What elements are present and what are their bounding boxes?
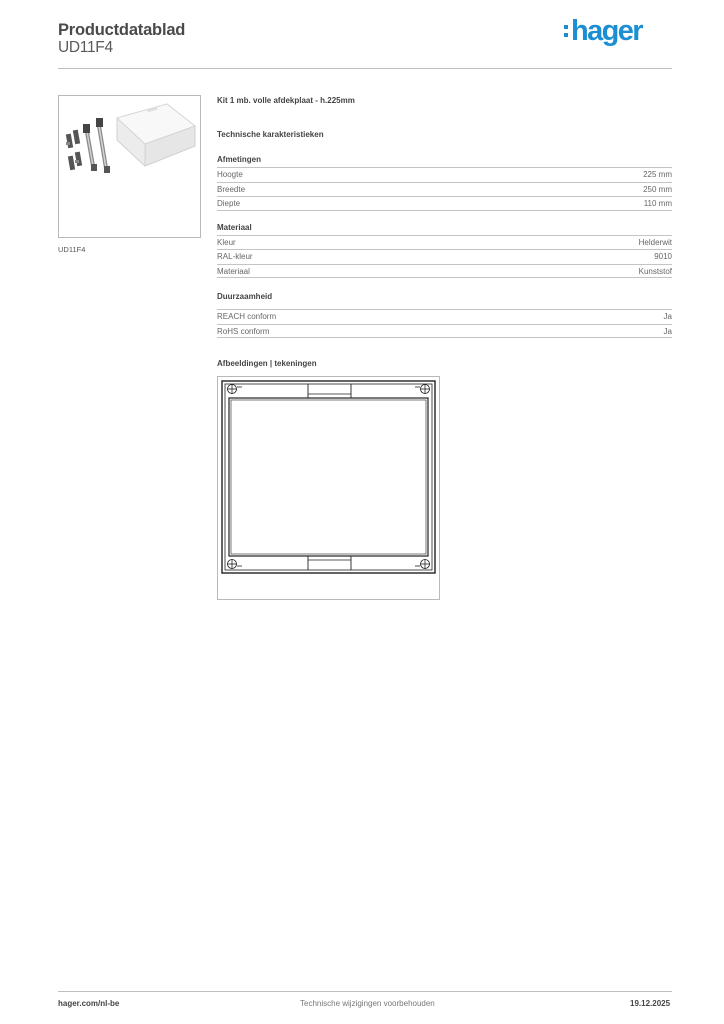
product-image	[58, 95, 201, 238]
spec-row	[217, 324, 672, 339]
spec-row	[217, 264, 672, 279]
spec-value: 9010	[654, 252, 672, 261]
footer-website: hager.com/nl-be	[58, 999, 120, 1008]
technical-drawing	[217, 376, 440, 600]
section-materiaal	[217, 222, 672, 279]
spec-label: Kleur	[217, 237, 236, 247]
logo-dots-icon	[564, 25, 568, 37]
spec-label: Diepte	[217, 199, 241, 208]
footer-divider	[58, 991, 672, 992]
spec-row	[217, 249, 672, 264]
technical-drawing-icon	[218, 377, 439, 599]
spec-label: RoHS conform	[217, 326, 270, 336]
spec-row	[217, 196, 672, 211]
spec-value: Ja	[663, 312, 672, 321]
section-title: Duurzaamheid	[217, 292, 273, 301]
spec-row	[217, 309, 672, 324]
product-name: Kit 1 mb. volle afdekplaat - h.225mm	[217, 96, 355, 105]
spec-label: Hoogte	[217, 170, 243, 179]
spec-value: 250 mm	[643, 184, 672, 194]
product-image-caption: UD11F4	[58, 245, 86, 254]
hager-logo	[564, 14, 642, 48]
spec-value: 225 mm	[643, 170, 672, 179]
spec-row	[217, 182, 672, 197]
spec-value: 110 mm	[643, 199, 672, 208]
spec-value: Ja	[663, 326, 672, 336]
spec-value: Helderwit	[638, 237, 672, 247]
spec-row	[217, 235, 672, 250]
drawings-title: Afbeeldingen | tekeningen	[217, 359, 317, 368]
spec-value: Kunststof	[638, 266, 672, 276]
spec-content	[217, 96, 672, 371]
section-title: Afmetingen	[217, 155, 261, 164]
section-duurzaamheid	[217, 291, 672, 338]
header-divider	[58, 68, 672, 69]
spec-label: Materiaal	[217, 266, 250, 276]
spec-row	[217, 167, 672, 182]
logo-text: hager	[571, 14, 642, 47]
document-title: Productdatablad	[58, 21, 186, 39]
tech-specs-title: Technische karakteristieken	[217, 130, 324, 139]
product-kit-photo-icon	[59, 96, 200, 237]
spec-label: RAL-kleur	[217, 252, 253, 261]
footer-date: 19.12.2025	[630, 999, 671, 1008]
spec-label: Breedte	[217, 184, 246, 194]
footer-notice: Technische wijzigingen voorbehouden	[300, 999, 435, 1008]
product-code: UD11F4	[58, 39, 113, 56]
section-afmetingen	[217, 154, 672, 211]
section-title: Materiaal	[217, 222, 252, 232]
spec-label: REACH conform	[217, 312, 277, 321]
